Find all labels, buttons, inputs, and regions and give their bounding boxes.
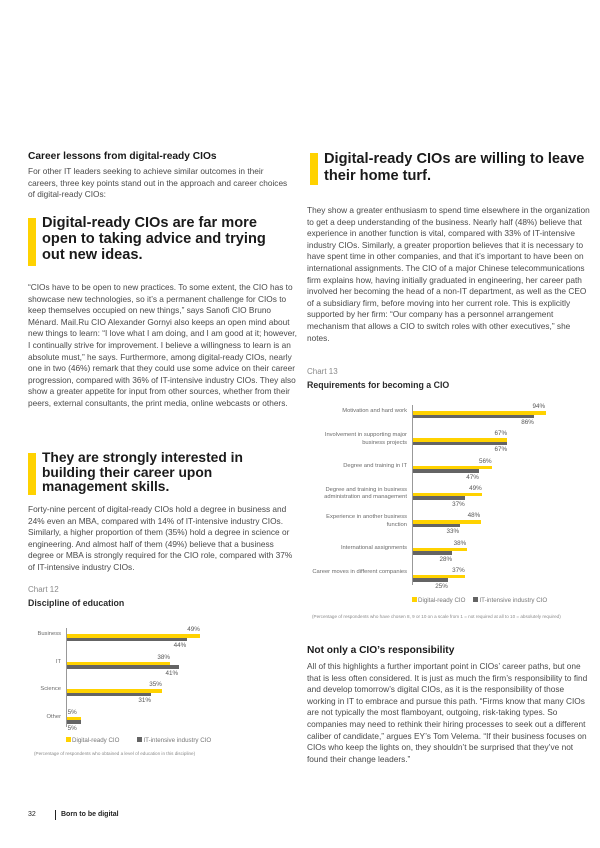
value-label-digital-ready: 94% (532, 403, 546, 410)
value-label-it-intensive: 86% (521, 419, 534, 426)
value-label-it-intensive: 67% (494, 446, 508, 454)
value-label-digital-ready: 38% (157, 653, 170, 661)
value-label-digital-ready: 67% (494, 430, 508, 438)
value-label-digital-ready: 49% (469, 484, 482, 492)
legend-item-digital-ready (412, 597, 465, 604)
page-number: 32 (28, 811, 36, 818)
value-label-digital-ready: 56% (478, 457, 492, 465)
category-label: Degree and training in business administration and management (324, 486, 407, 501)
bar-it-intensive (413, 524, 460, 528)
section-heading-career-lessons: Career lessons from digital-ready CIOs (28, 151, 217, 162)
bar-it-intensive (413, 551, 452, 555)
value-label-it-intensive: 37% (452, 500, 465, 508)
value-label-digital-ready: 35% (149, 681, 162, 688)
category-label: Experience in another business function (326, 514, 407, 528)
paragraph-responsibility: All of this highlights a further important point in CIOs’ career paths, but one that is less often considered. It is just as much the firm’s responsibility to find and develop tomorrow’s digital CIOs, as it is the responsibility of those working in IT to embrace and pursue this path. “Firms know that many CIOs are not typically the most flamboyant, outgoing, risk-taking types. So companies may need to rethink their hiring processes to seek out a different caliber of candidate,” argues EY’s Tom Velema. “If their business focuses on CIOs who keep the lights on, they shouldn’t be surprised that they’ve not found their change leaders.” (307, 661, 588, 764)
legend-label: Digital-ready CIO (418, 597, 466, 604)
bar-it-intensive (413, 442, 507, 446)
value-label-it-intensive: 47% (466, 473, 479, 481)
chart-13-number: Chart 13 (307, 367, 338, 376)
legend-swatch-yellow (412, 597, 417, 602)
bar-it-intensive (413, 578, 448, 582)
category-label: International assignments (340, 544, 407, 551)
category-label: Science (40, 686, 61, 692)
value-label-digital-ready: 5% (67, 708, 77, 716)
publication-title: Born to be digital (61, 811, 119, 818)
section-heading-responsibility: Not only a CIO’s responsibility (307, 645, 455, 656)
legend-label: IT-intensive industry CIO (479, 597, 548, 604)
value-label-it-intensive: 41% (165, 669, 179, 677)
value-label-it-intensive: 33% (446, 528, 460, 536)
footer-divider (55, 810, 56, 820)
chart-12-number: Chart 12 (28, 585, 59, 594)
legend-label: Digital-ready CIO (72, 737, 120, 744)
chart-13-legend (412, 597, 547, 604)
chart-12-title: Discipline of education (28, 598, 125, 608)
paragraph-open-mind: “CIOs have to be open to new practices. To some extent, the CIO has to showcase new technologies, so it’s a permanent challenge for CIOs to keep themselves occupied on new things,” says Sanofi CIO Bruno Ménard. Mail.Ru CIO Alexander Gornyi also keeps an open mind about new things to learn: “I love what I am doing, and I am good at it; however, I continually strive for improvement. I believe a willingness to learn is an absolute must,” he says. Furthermore, among digital-ready CIOs, nearly one in two (46%) remark that they could use some advice on their career progression, compared with 36% of IT-intensive industry CIOs. They also show a greater appetite for input from other sources, whether from their peers, external consultants, the print media, online webcasts or others. (28, 282, 297, 408)
category-label: IT (55, 658, 61, 665)
paragraph-degrees: Forty-nine percent of digital-ready CIOs hold a degree in business and 24% even an MBA, compared with 14% of IT-intensive industry CIOs. Similarly, a higher proportion of them (35%) hold a degree in science or engineering. And almost half of them (49%) believe that a business degree or MBA is strongly required for the CIO role, compared with 37% of IT-intensive industry CIOs. (28, 504, 293, 572)
bar-it-intensive (413, 415, 534, 419)
value-label-it-intensive: 28% (439, 555, 453, 563)
intro-paragraph: For other IT leaders seeking to achieve similar outcomes in their careers, three key points stand out in the approach and career choices of digital-ready CIOs: (28, 166, 288, 200)
category-label: Motivation and hard work (342, 408, 407, 414)
callout-text: Digital-ready CIOs are willing to leave their home turf. (324, 151, 585, 184)
value-label-it-intensive: 31% (138, 697, 151, 704)
callout-text: Digital-ready CIOs are far more open to taking advice and trying out new ideas. (42, 215, 266, 263)
legend-swatch-dark (473, 597, 478, 602)
paragraph-home-turf: They show a greater enthusiasm to spend time elsewhere in the organization to get a deep understanding of the business. Nearly half (48%) believe that experience in another function is vital, compared with 33% of IT-intensive industry CIOs. Similarly, a greater proportion believes that it is necessary to have spent time in other companies, and that it’s important to have been on international assignments. The CIO of a major Chinese telecommunications firm explains how, having initially graduated in engineering, her career path involved her becoming the head of a non-IT department, as well as the CEO of a subsidiary firm, before moving into her current role. This is explicitly supported by her firm: “Our company has a personnel arrangement mechanism that allows a CIO to switch roles with other executives,” she notes. (307, 205, 590, 343)
value-label-it-intensive: 44% (173, 642, 187, 649)
value-label-digital-ready: 49% (187, 626, 200, 633)
value-label-it-intensive: 25% (435, 582, 448, 590)
chart-13-footnote: (Percentage of respondents who have chosen 8, 9 or 10 on a scale from 1 = not required at all to 10 = absolutely required) (312, 614, 561, 619)
value-label-it-intensive: 5% (67, 724, 77, 732)
bar-it-intensive (413, 469, 479, 473)
chart-12-footnote: (Percentage of respondents who obtained a level of education in this discipline) (34, 751, 196, 756)
category-label: Business (37, 631, 61, 637)
chart-13-title: Requirements for becoming a CIO (307, 380, 450, 390)
bar-it-intensive (413, 496, 465, 500)
category-label: Involvement in supporting major business projects (324, 432, 407, 446)
value-label-digital-ready: 48% (467, 512, 481, 520)
value-label-digital-ready: 38% (453, 539, 467, 547)
legend-item-it-intensive (473, 597, 547, 604)
category-label: Other (46, 713, 61, 720)
category-label: Degree and training in IT (343, 462, 407, 469)
legend-label: IT-intensive industry CIO (143, 737, 212, 744)
category-label: Career moves in different companies (312, 568, 407, 575)
callout-text: They are strongly interested in building their career upon management skills. (42, 450, 243, 495)
value-label-digital-ready: 37% (452, 566, 465, 574)
